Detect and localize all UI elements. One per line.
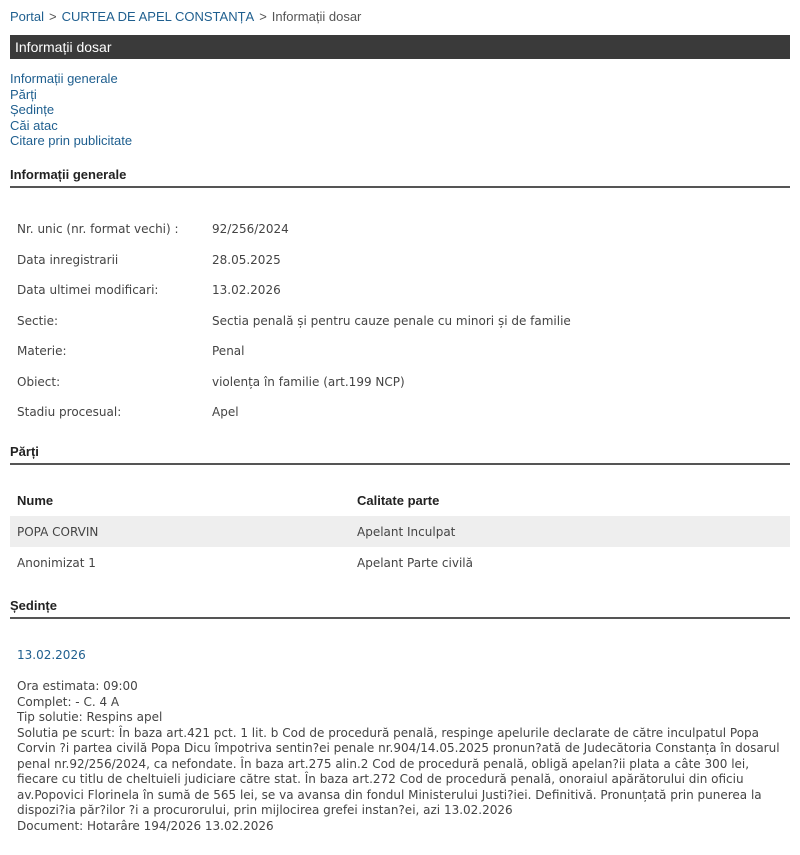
info-value: Penal (212, 344, 245, 359)
info-row (17, 367, 571, 398)
breadcrumb (10, 9, 361, 24)
session-detail-line: penal nr.92/256/2024, ca nefondate. În baza art.275 alin.2 Cod de procedură penală, obligă apelan?ii plata a câte 300 lei, (17, 756, 750, 771)
info-value: Sectia penală și pentru cauze penale cu minori și de familie (212, 313, 571, 328)
session-detail-line: Document: Hotarâre 194/2026 13.02.2026 (17, 818, 274, 833)
info-label: Sectie: (17, 313, 59, 328)
session-detail-line: Corvin ?i partea civilă Popa Dicu împotriva sentin?ei penale nr.904/14.05.2025 pronun?ată de Judecătoria Constanța în dosarul (17, 741, 780, 755)
session-detail-line: Solutia pe scurt: În baza art.421 pct. 1 lit. b Cod de procedură penală, respinge apelurile declarate de către inculpatul Popa (17, 725, 760, 740)
info-row (17, 336, 571, 367)
session-detail-line: Complet: - C. 4 A (17, 694, 120, 709)
session-detail-line: Tip solutie: Respins apel (17, 710, 163, 724)
breadcrumb-court-link[interactable]: CURTEA DE APEL CONSTANȚA (61, 9, 255, 24)
info-row (17, 397, 571, 428)
nav-link-appeals[interactable]: Căi atac (10, 117, 58, 133)
info-label: Data inregistrarii (17, 252, 119, 267)
breadcrumb-separator: > (259, 9, 267, 24)
nav-link-parties[interactable]: Părți (10, 86, 37, 102)
column-header-name: Nume (17, 492, 54, 508)
party-role: Apelant Inculpat (357, 524, 456, 539)
info-value: 92/256/2024 (212, 222, 289, 237)
info-value: Apel (212, 405, 239, 420)
nav-link-general-info[interactable]: Informații generale (10, 71, 118, 86)
info-label: Stadiu procesual: (17, 405, 122, 420)
column-header-role: Calitate parte (357, 492, 440, 508)
session-date: 13.02.2026 (17, 648, 86, 662)
breadcrumb-current: Informații dosar (271, 9, 362, 24)
parties-heading: Părți (10, 444, 790, 465)
table-row (10, 516, 790, 547)
info-row (17, 245, 571, 276)
info-value: 13.02.2026 (212, 283, 281, 298)
session-detail-line: fiecare cu titlu de cheltuieli judiciare către stat. În baza art.272 Cod de procedură penală, onoraiul apărătorului din oficiu (17, 772, 744, 786)
session-detail-line: av.Popovici Florinela în sumă de 565 lei, se va avansa din fondul Ministerului Justi?iei. Definitivă. Pronunțată prin punerea la (17, 787, 762, 802)
parties-table-header (10, 484, 790, 516)
info-label: Materie: (17, 344, 67, 359)
info-row (17, 306, 571, 337)
sessions-heading: Ședințe (10, 598, 790, 619)
party-name: Anonimizat 1 (17, 555, 96, 570)
general-info-heading: Informații generale (10, 167, 790, 188)
info-value: 28.05.2025 (212, 252, 281, 267)
section-nav (10, 71, 132, 149)
party-name: POPA CORVIN (17, 524, 99, 539)
info-row (17, 275, 571, 306)
session-detail-line: dispozi?ia păr?ilor ?i a procurorului, prin mijlocirea grefei instan?ei, azi 13.02.2026 (17, 803, 513, 817)
info-label: Data ultimei modificari: (17, 283, 159, 298)
info-label: Obiect: (17, 374, 61, 389)
nav-link-sessions[interactable]: Ședințe (10, 102, 55, 117)
info-label: Nr. unic (nr. format vechi) : (17, 222, 179, 237)
breadcrumb-portal-link[interactable]: Portal (10, 9, 44, 24)
info-value: violența în familie (art.199 NCP) (212, 374, 405, 389)
session-entry (17, 648, 787, 834)
nav-link-public-summons[interactable]: Citare prin publicitate (10, 133, 133, 148)
info-row (17, 214, 571, 245)
parties-table (10, 484, 790, 578)
session-detail-line: Ora estimata: 09:00 (17, 679, 138, 693)
general-info-table (17, 214, 571, 428)
party-role: Apelant Parte civilă (357, 555, 473, 570)
table-row (10, 547, 790, 578)
page-title: Informații dosar (10, 35, 790, 59)
breadcrumb-separator: > (48, 9, 57, 24)
